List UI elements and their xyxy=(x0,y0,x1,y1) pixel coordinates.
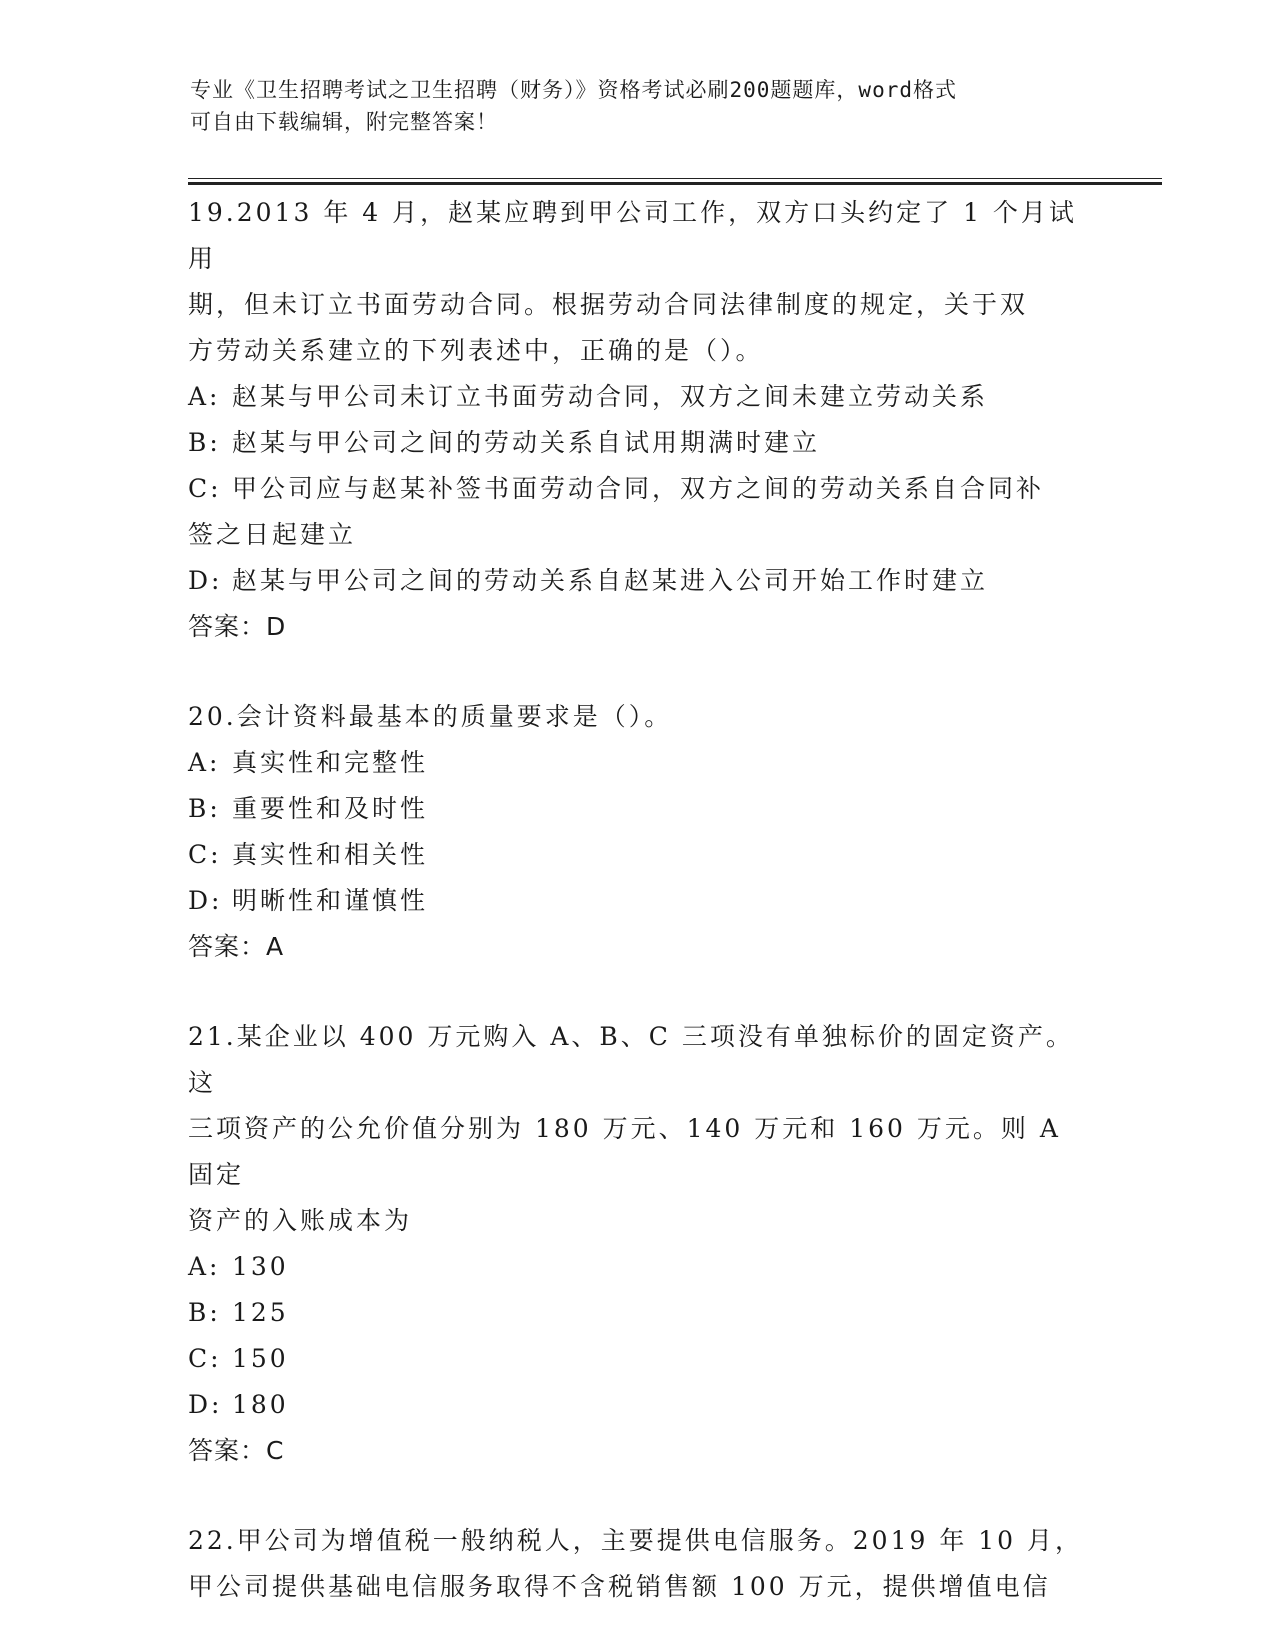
option-text-line: 赵某与甲公司之间的劳动关系自试用期满时建立 xyxy=(232,428,821,457)
stem-line: 22.甲公司为增值税一般纳税人，主要提供电信服务。2019 年 10 月， xyxy=(188,1526,1084,1555)
option-letter: D: xyxy=(188,886,223,915)
question-21 xyxy=(188,1014,1088,1474)
stem-line: 20.会计资料最基本的质量要求是（）。 xyxy=(188,702,673,731)
stem-line: 资产的入账成本为 xyxy=(188,1206,413,1235)
option-text xyxy=(232,374,1088,420)
question-19 xyxy=(188,190,1088,650)
question-spacer xyxy=(188,970,1088,1014)
option-d xyxy=(188,1382,1088,1428)
option-c xyxy=(188,832,1088,878)
option-c xyxy=(188,466,1088,558)
option-a xyxy=(188,374,1088,420)
stem-line: 21.某企业以 400 万元购入 A、B、C 三项没有单独标价的固定资产。这 xyxy=(188,1022,1074,1097)
option-text-line: 赵某与甲公司未订立书面劳动合同，双方之间未建立劳动关系 xyxy=(232,382,989,411)
option-text xyxy=(232,420,1088,466)
answer-line: 答案：D xyxy=(188,612,287,641)
option-letter: C: xyxy=(188,1344,222,1373)
option-letter: B: xyxy=(188,428,221,457)
question-stem xyxy=(188,694,1088,740)
option-letter: B: xyxy=(188,794,221,823)
option-b xyxy=(188,786,1088,832)
option-letter: A: xyxy=(188,1252,221,1281)
option-text: 130 xyxy=(232,1252,289,1281)
option-text: 真实性和完整性 xyxy=(232,748,429,777)
answer-line: 答案：A xyxy=(188,932,285,961)
option-c xyxy=(188,1336,1088,1382)
question-list xyxy=(188,190,1088,1610)
question-spacer xyxy=(188,1474,1088,1518)
option-text: 180 xyxy=(232,1390,289,1419)
option-a xyxy=(188,740,1088,786)
header-divider-thin xyxy=(188,178,1162,179)
header-line-2: 可自由下载编辑，附完整答案！ xyxy=(190,110,498,134)
option-letter: A: xyxy=(188,382,221,411)
question-stem xyxy=(188,190,1088,374)
stem-line: 三项资产的公允价值分别为 180 万元、140 万元和 160 万元。则 A 固定 xyxy=(188,1114,1061,1189)
option-d xyxy=(188,558,1088,604)
header-divider-thick xyxy=(188,182,1162,185)
stem-line: 期，但未订立书面劳动合同。根据劳动合同法律制度的规定，关于双 xyxy=(188,290,1029,319)
document-header xyxy=(190,74,1090,138)
option-text: 明晰性和谨慎性 xyxy=(232,886,429,915)
question-spacer xyxy=(188,650,1088,694)
option-text: 150 xyxy=(232,1344,289,1373)
option-letter: B: xyxy=(188,1298,221,1327)
option-letter: C: xyxy=(188,840,222,869)
option-text-line: 签之日起建立 xyxy=(188,520,357,549)
option-b xyxy=(188,420,1088,466)
option-text-line: 赵某与甲公司之间的劳动关系自赵某进入公司开始工作时建立 xyxy=(232,566,989,595)
header-line-1: 专业《卫生招聘考试之卫生招聘（财务）》资格考试必刷200题题库，word格式 xyxy=(190,78,957,102)
stem-line: 19.2013 年 4 月，赵某应聘到甲公司工作，双方口头约定了 1 个月试用 xyxy=(188,198,1077,273)
option-text: 重要性和及时性 xyxy=(232,794,429,823)
option-text-line: 甲公司应与赵某补签书面劳动合同，双方之间的劳动关系自合同补 xyxy=(232,474,1045,503)
answer-line: 答案：C xyxy=(188,1436,285,1465)
option-b xyxy=(188,1290,1088,1336)
option-d xyxy=(188,878,1088,924)
question-22 xyxy=(188,1518,1088,1610)
option-text xyxy=(232,558,1088,604)
option-letter: D: xyxy=(188,1390,223,1419)
question-20 xyxy=(188,694,1088,970)
stem-line: 方劳动关系建立的下列表述中，正确的是（）。 xyxy=(188,336,764,365)
option-a xyxy=(188,1244,1088,1290)
question-stem xyxy=(188,1518,1088,1610)
option-letter: C: xyxy=(188,474,222,503)
question-stem xyxy=(188,1014,1088,1244)
option-letter: D: xyxy=(188,566,223,595)
option-text: 真实性和相关性 xyxy=(232,840,429,869)
option-letter: A: xyxy=(188,748,221,777)
stem-line: 甲公司提供基础电信服务取得不含税销售额 100 万元，提供增值电信 xyxy=(188,1572,1051,1601)
option-text: 125 xyxy=(232,1298,289,1327)
